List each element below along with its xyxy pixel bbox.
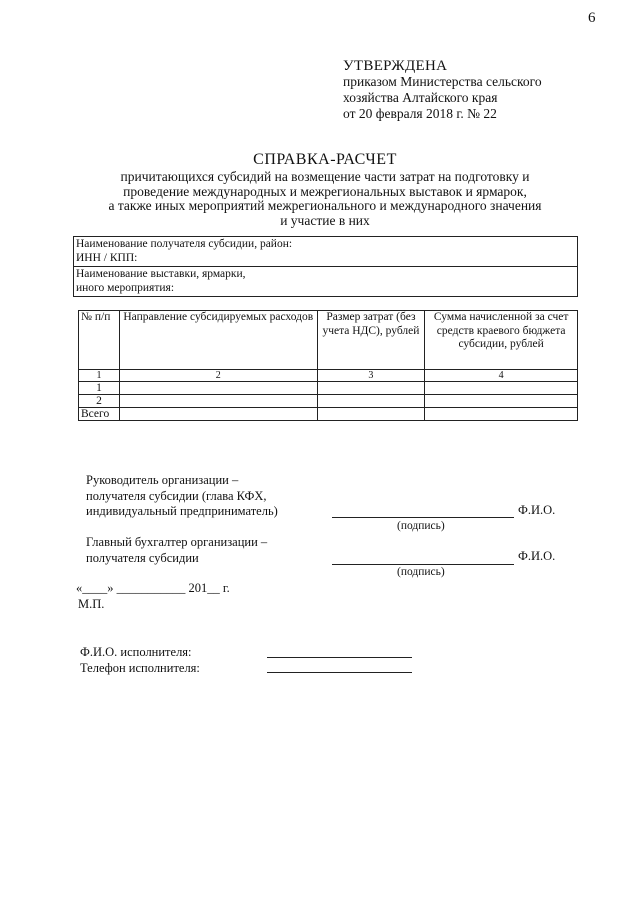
accountant-label-line-2: получателя субсидии: [86, 550, 199, 565]
header-subsidy-sum: Сумма начисленной за счет средств краевого бюджета субсидии, рублей: [425, 311, 578, 370]
page-number: 6: [588, 10, 596, 26]
executor-phone-label: Телефон исполнителя:: [80, 661, 200, 675]
table-cell: [119, 395, 317, 408]
accountant-signature-caption: (подпись): [397, 566, 445, 578]
table-header-row: [79, 311, 578, 370]
approval-line-1: приказом Министерства сельского: [343, 74, 542, 89]
executor-name-label: Ф.И.О. исполнителя:: [80, 645, 192, 659]
exhibition-label-2: иного мероприятия:: [76, 281, 175, 294]
table-total-row: [79, 408, 578, 421]
exhibition-label-1: Наименование выставки, ярмарки,: [76, 268, 246, 280]
subsidy-table: [78, 310, 578, 421]
column-number: 1: [79, 370, 120, 382]
table-cell: [119, 408, 317, 421]
executor-name-line[interactable]: [267, 657, 412, 658]
head-signature-label: [86, 473, 278, 520]
table-cell: [317, 395, 425, 408]
row-number-cell: 2: [79, 395, 120, 408]
recipient-label: Наименование получателя субсидии, район:: [76, 238, 293, 250]
head-label-line-2: получателя субсидии (глава КФХ,: [86, 488, 267, 503]
column-number: 3: [317, 370, 425, 382]
title-line-2: проведение международных и межрегиональных выставок и ярмарок,: [123, 183, 527, 199]
exhibition-info-row: [74, 267, 577, 296]
table-row: [79, 382, 578, 395]
stamp-place: М.П.: [78, 597, 105, 611]
column-number: 4: [425, 370, 578, 382]
header-costs: Размер затрат (без учета НДС), рублей: [317, 311, 425, 370]
accountant-signature-line[interactable]: [332, 564, 514, 565]
table-cell: [317, 408, 425, 421]
accountant-signature-label: [86, 535, 267, 566]
recipient-info-row: [74, 237, 577, 267]
document-title-block: [60, 150, 590, 228]
table-cell: [119, 382, 317, 395]
document-title: СПРАВКА-РАСЧЕТ: [253, 151, 397, 168]
header-number: № п/п: [79, 311, 120, 370]
recipient-info-box: [73, 236, 578, 297]
table-cell: [317, 382, 425, 395]
table-cell: [425, 408, 578, 421]
total-label: Всего: [79, 408, 120, 421]
accountant-label-line-1: Главный бухгалтер организации –: [86, 535, 268, 549]
head-fio-label: Ф.И.О.: [518, 503, 556, 517]
date-field[interactable]: «____» ___________ 201__ г.: [76, 581, 230, 595]
table-cell: [425, 395, 578, 408]
executor-phone-line[interactable]: [267, 672, 412, 673]
title-line-3: а также иных мероприятий межрегионального и международного значения: [108, 198, 542, 213]
column-number-row: [79, 370, 578, 382]
accountant-fio-label: Ф.И.О.: [518, 549, 556, 563]
table-cell: [425, 382, 578, 395]
title-line-4: и участие в них: [280, 212, 370, 228]
approval-stamp: [343, 58, 542, 122]
table-row: [79, 395, 578, 408]
row-number-cell: 1: [79, 382, 120, 395]
head-signature-line[interactable]: [332, 517, 514, 518]
head-label-line-3: индивидуальный предприниматель): [86, 504, 278, 518]
head-signature-caption: (подпись): [397, 520, 445, 532]
approval-line-2: хозяйства Алтайского края: [343, 90, 498, 105]
column-number: 2: [119, 370, 317, 382]
inn-label: ИНН / КПП:: [76, 251, 138, 264]
approval-heading: УТВЕРЖДЕНА: [343, 58, 448, 74]
approval-line-3: от 20 февраля 2018 г. № 22: [343, 106, 497, 121]
title-line-1: причитающихся субсидий на возмещение части затрат на подготовку и: [120, 169, 530, 184]
head-label-line-1: Руководитель организации –: [86, 473, 239, 487]
header-direction: Направление субсидируемых расходов: [119, 311, 317, 370]
